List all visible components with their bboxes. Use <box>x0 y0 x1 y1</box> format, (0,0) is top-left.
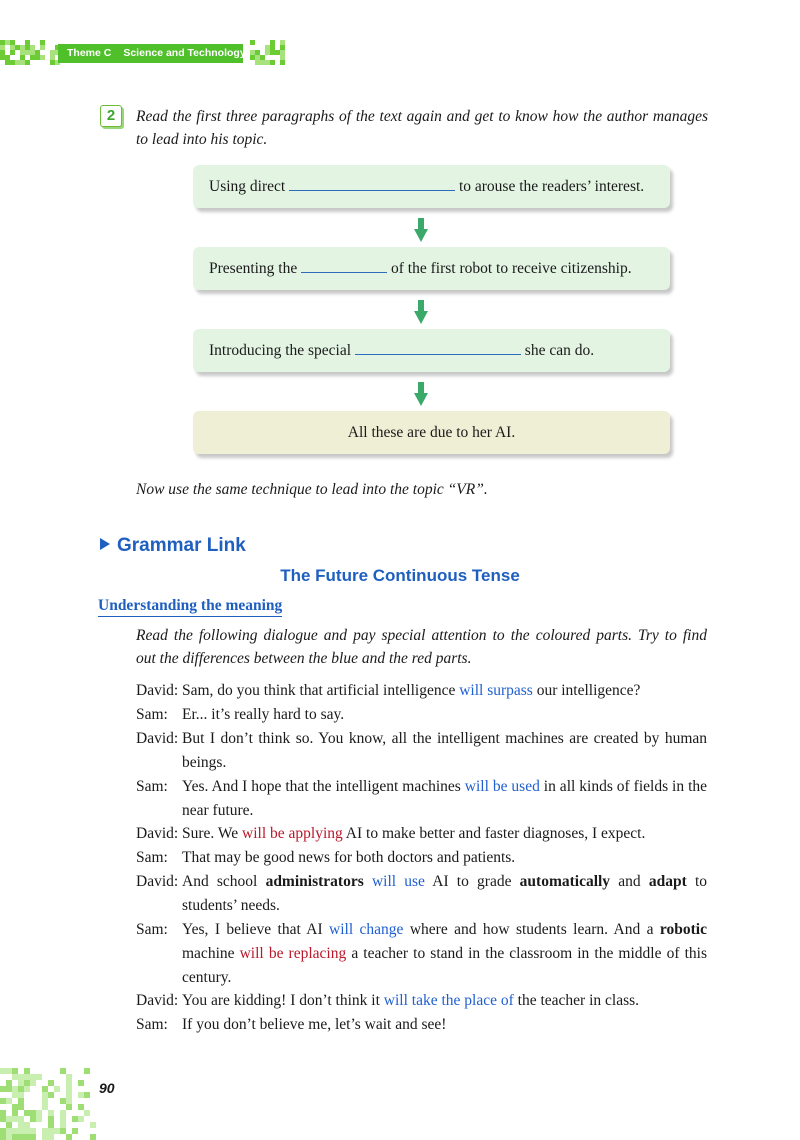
speaker: Sam: <box>136 706 168 723</box>
blue-highlight: will be used <box>464 778 540 795</box>
pixel-square <box>54 1086 60 1092</box>
speaker: David: <box>136 992 179 1009</box>
answer-blank[interactable] <box>355 340 521 355</box>
pixel-square <box>72 1128 78 1134</box>
tense-title: The Future Continuous Tense <box>280 566 520 585</box>
play-triangle-icon <box>100 538 110 550</box>
speaker: David: <box>136 873 179 890</box>
speaker: David: <box>136 682 179 699</box>
follow-up-instruction: Now use the same technique to lead into the topic “VR”. <box>136 481 488 498</box>
pixel-square <box>36 1074 42 1080</box>
theme-title: Science and Technology <box>123 47 246 59</box>
pixel-square <box>66 1134 72 1140</box>
flow-text: Presenting the <box>209 260 298 277</box>
pixel-square <box>280 60 285 65</box>
pixel-square <box>48 1092 54 1098</box>
speaker: Sam: <box>136 849 168 866</box>
grammar-link-title: Grammar Link <box>117 535 246 556</box>
pixel-square <box>40 45 45 50</box>
pixel-square <box>66 1104 72 1110</box>
pixel-square <box>90 1134 96 1140</box>
dialogue-line <box>136 846 707 870</box>
grammar-instruction-line: out the differences between the blue and the red parts. <box>136 650 472 667</box>
pixel-square <box>84 1110 90 1116</box>
flow-text: she can do. <box>524 342 595 359</box>
blue-highlight: will surpass <box>459 682 533 699</box>
pixel-square <box>270 60 275 65</box>
flow-text: of the first robot to receive citizenship. <box>391 260 632 277</box>
pixel-square <box>40 55 45 60</box>
task-instruction-line: Read the first three paragraphs of the text again and get to know how the author manages <box>136 108 708 125</box>
dialogue-line <box>136 918 707 990</box>
line-text: That may be good news for both doctors and patients. <box>182 849 516 866</box>
line-text: Yes, I believe that AI will change where and how students learn. And a robotic machine will be replacing a teacher to stand in the classroom in the middle of this century. <box>182 921 707 986</box>
pixel-square <box>24 1086 30 1092</box>
blue-highlight: will use <box>371 873 425 890</box>
dialogue-line <box>136 1013 707 1037</box>
grammar-instruction <box>136 624 707 670</box>
flow-box-1 <box>193 165 670 208</box>
blue-highlight: will change <box>329 921 404 938</box>
line-text: Er... it’s really hard to say. <box>182 706 345 723</box>
line-text: And school administrators will use AI to grade automatically and adapt to students’ needs. <box>182 873 707 914</box>
footer-pixel-pattern <box>0 1068 95 1138</box>
dialogue-line <box>136 775 707 823</box>
line-text: Yes. And I hope that the intelligent machines will be used in all kinds of fields in the near future. <box>182 778 708 819</box>
speaker: Sam: <box>136 1016 168 1033</box>
pixel-square <box>84 1092 90 1098</box>
theme-tab <box>58 44 246 63</box>
speaker: Sam: <box>136 778 168 795</box>
pixel-square <box>36 1116 42 1122</box>
pixel-square <box>78 1080 84 1086</box>
subheading: Understanding the meaning <box>98 597 282 617</box>
speaker: David: <box>136 730 179 747</box>
pixel-square <box>30 1134 36 1140</box>
flow-box-4 <box>193 411 670 454</box>
page-number: 90 <box>99 1080 115 1096</box>
bold-word: automatically <box>519 873 611 890</box>
flow-box-2 <box>193 247 670 290</box>
dialogue-line <box>136 703 707 727</box>
pixel-square <box>25 60 30 65</box>
down-arrow-icon <box>414 218 428 242</box>
flow-text: All these are due to her AI. <box>347 424 516 441</box>
pixel-square <box>30 1080 36 1086</box>
down-arrow-icon <box>414 382 428 406</box>
bold-word: adapt <box>648 873 687 890</box>
down-arrow-icon <box>414 300 428 324</box>
grammar-instruction-line: Read the following dialogue and pay special attention to the coloured parts. Try to find <box>136 627 707 644</box>
dialogue-line <box>136 727 707 775</box>
task-instruction <box>136 105 708 151</box>
flow-text: Introducing the special <box>209 342 352 359</box>
flow-box-3 <box>193 329 670 372</box>
theme-label: Theme C <box>67 47 112 59</box>
pixel-square <box>250 40 255 45</box>
task-instruction-line: to lead into his topic. <box>136 131 268 148</box>
line-text: Sam, do you think that artificial intelligence will surpass our intelligence? <box>182 682 641 699</box>
pixel-square <box>78 1116 84 1122</box>
dialogue-line <box>136 989 707 1013</box>
speaker: Sam: <box>136 921 168 938</box>
bold-word: administrators <box>265 873 364 890</box>
answer-blank[interactable] <box>289 176 455 191</box>
red-highlight: will be replacing <box>239 945 347 962</box>
pixel-square <box>10 50 15 55</box>
pixel-square <box>84 1068 90 1074</box>
dialogue-line <box>136 679 707 703</box>
line-text: But I don’t think so. You know, all the intelligent machines are created by human beings. <box>182 730 707 771</box>
flow-text: Using direct <box>209 178 286 195</box>
line-text: Sure. We will be applying AI to make better and faster diagnoses, I expect. <box>182 825 646 842</box>
task-number-badge: 2 <box>100 105 122 127</box>
blue-highlight: will take the place of <box>383 992 514 1009</box>
speaker: David: <box>136 825 179 842</box>
bold-word: robotic <box>659 921 707 938</box>
flow-text: to arouse the readers’ interest. <box>458 178 645 195</box>
red-highlight: will be applying <box>242 825 343 842</box>
grammar-link-heading <box>100 535 246 557</box>
line-text: If you don’t believe me, let’s wait and see! <box>182 1016 447 1033</box>
pixel-square <box>90 1122 96 1128</box>
line-text: You are kidding! I don’t think it will take the place of the teacher in class. <box>182 992 640 1009</box>
pixel-square <box>48 1134 54 1140</box>
dialogue-line <box>136 822 707 846</box>
answer-blank[interactable] <box>301 258 387 273</box>
dialogue-line <box>136 870 707 918</box>
